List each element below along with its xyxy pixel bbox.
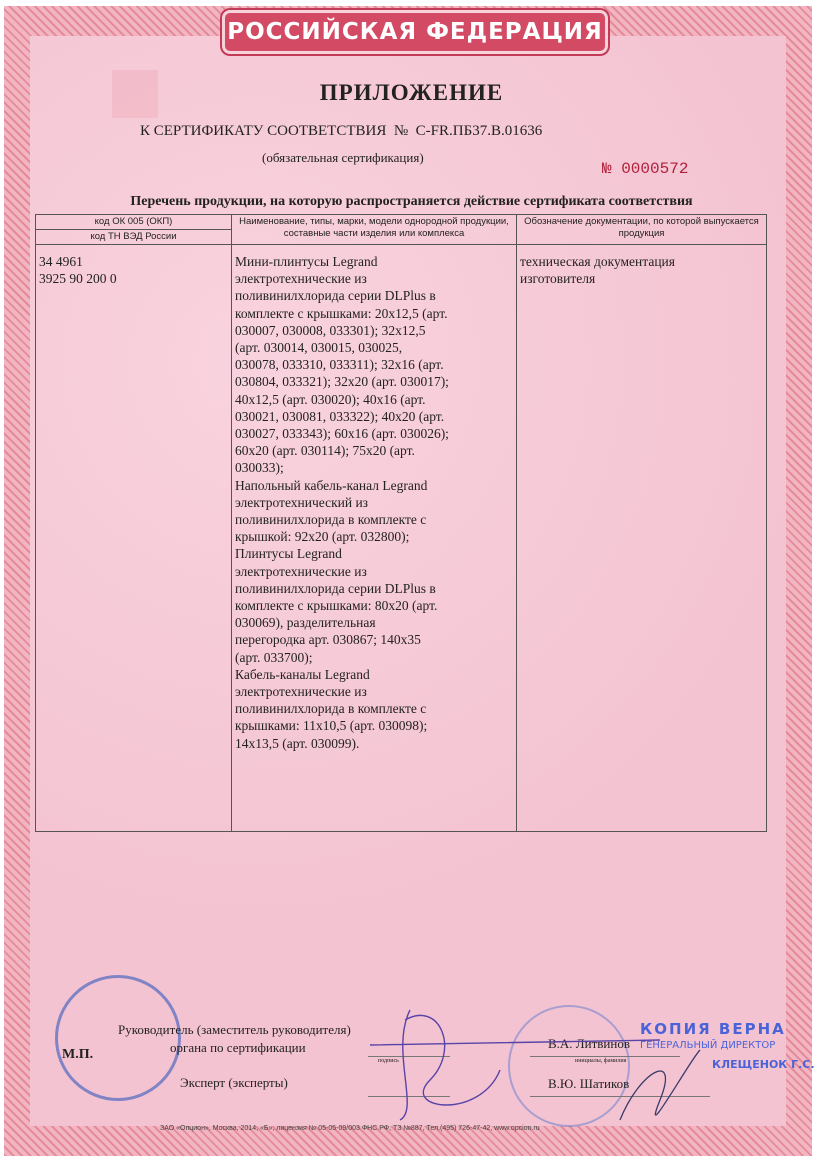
copy-stamp-line1: КОПИЯ ВЕРНА <box>640 1020 786 1038</box>
table-row <box>36 245 767 832</box>
form-number: № 0000572 <box>602 160 689 178</box>
code-tnved: 3925 90 200 0 <box>39 271 117 287</box>
certificate-number: C-FR.ПБ37.B.01636 <box>415 123 543 139</box>
text-line: 030069), разделительная <box>235 615 376 631</box>
header-code-okp: код ОК 005 (ОКП) <box>36 215 232 230</box>
text-line: электротехнические из <box>235 271 367 287</box>
certification-type: (обязательная сертификация) <box>262 150 424 165</box>
text-line: Напольный кабель-канал Legrand <box>235 477 428 493</box>
cell-product-name <box>232 245 517 832</box>
expert-name: В.Ю. Шатиков <box>548 1076 630 1091</box>
text-line: Мини-плинтусы Legrand <box>235 254 378 269</box>
list-heading: Перечень продукции, на которую распространяется действие сертификата соответствия <box>130 194 693 209</box>
head-label-2: органа по сертификации <box>170 1040 306 1055</box>
text-line: комплекте с крышками: 80x20 (арт. <box>235 598 438 614</box>
text-line: техническая документация <box>520 254 675 269</box>
caption-sign: подпись <box>378 1058 399 1064</box>
text-line: Плинтусы Legrand <box>235 546 342 562</box>
text-line: 030033); <box>235 460 284 476</box>
text-line: 030027, 033343); 60x16 (арт. 030026); <box>235 426 449 442</box>
header-code-tnved: код ТН ВЭД России <box>36 230 232 245</box>
text-line: 030078, 033310, 033311); 32x16 (арт. <box>235 357 444 373</box>
text-line: (арт. 033700); <box>235 649 313 665</box>
text-line: 030804, 033321); 32x20 (арт. 030017); <box>235 374 449 390</box>
text-line: крышками: 11x10,5 (арт. 030098); <box>235 718 428 734</box>
header-name: Наименование, типы, марки, модели однородной продукции, составные части изделия или комплекса <box>232 215 517 245</box>
text-line: 030007, 030008, 033301); 32x12,5 <box>235 322 426 338</box>
document-title: ПРИЛОЖЕНИЕ <box>319 80 504 105</box>
code-okp: 34 4961 <box>39 254 83 269</box>
text-line: 030021, 030081, 033322); 40x20 (арт. <box>235 408 445 424</box>
text-line: перегородка арт. 030867; 140x35 <box>235 632 421 648</box>
cell-codes <box>36 245 232 832</box>
mp-label: М.П. <box>62 1047 94 1062</box>
text-line: поливинилхлорида в комплекте с <box>235 701 427 717</box>
expert-label: Эксперт (эксперты) <box>180 1075 288 1090</box>
certification-body-seal <box>55 975 181 1101</box>
text-line: изготовителя <box>520 271 596 287</box>
text-line: 60x20 (арт. 030114); 75x20 (арт. <box>235 443 415 459</box>
handwritten-signatures <box>360 990 720 1130</box>
text-line: поливинилхлорида серии DLPlus в <box>235 580 436 596</box>
text-line: электротехнические из <box>235 563 367 579</box>
caption-initials: инициалы, фамилия <box>575 1058 627 1064</box>
text-line: поливинилхлорида серии DLPlus в <box>235 288 436 304</box>
text-line: комплекте с крышками: 20x12,5 (арт. <box>235 305 448 321</box>
copy-stamp-line3: КЛЕЩЕНОК Г.С. <box>712 1058 815 1071</box>
text-line: электротехнический из <box>235 494 369 510</box>
subtitle-text: К СЕРТИФИКАТУ СООТВЕТСТВИЯ <box>140 123 387 139</box>
text-line: крышкой: 92x20 (арт. 032800); <box>235 529 410 545</box>
text-line: (арт. 030014, 030015, 030025, <box>235 340 403 356</box>
cell-docs <box>517 245 767 832</box>
head-label-1: Руководитель (заместитель руководителя) <box>118 1022 351 1037</box>
products-table <box>35 214 767 832</box>
country-banner: РОССИЙСКАЯ ФЕДЕРАЦИЯ <box>222 10 608 54</box>
head-name: В.А. Литвинов <box>548 1036 630 1051</box>
copy-stamp-line2: ГЕНЕРАЛЬНЫЙ ДИРЕКТОР <box>640 1040 776 1051</box>
text-line: 14x13,5 (арт. 030099). <box>235 735 360 751</box>
text-line: 40x12,5 (арт. 030020); 40x16 (арт. <box>235 391 426 407</box>
text-line: электротехнические из <box>235 684 367 700</box>
header-docs: Обозначение документации, по которой выпускается продукция <box>517 215 767 245</box>
text-line: Кабель-каналы Legrand <box>235 666 370 682</box>
certificate-subtitle <box>140 123 542 140</box>
number-sign: № <box>393 123 409 139</box>
text-line: поливинилхлорида в комплекте с <box>235 512 427 528</box>
printer-footer: ЗАО «Опцион», Москва, 2014, «Б», лицензия № 05-05-09/003 ФНС РФ, ТЗ №887, Тел.(495) 726-47-42, www.opcion.ru <box>160 1125 540 1132</box>
